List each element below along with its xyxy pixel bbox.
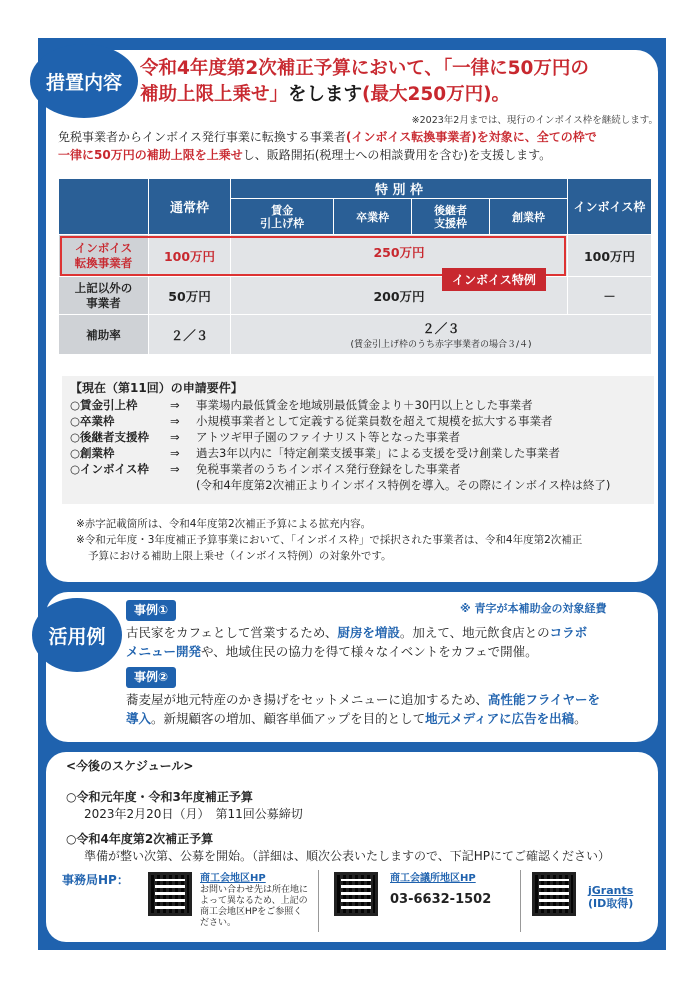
- header-wage: 賃金 引上げ枠: [231, 199, 334, 235]
- subsidy-table: [58, 178, 652, 355]
- req-row: ○賃金引上枠 ⇒ 事業場内最低賃金を地域別最低賃金より＋30円以上とした事業者: [70, 398, 533, 412]
- req-row: ○卒業枠 ⇒ 小規模事業者として定義する従業員数を超えて規模を拡大する事業者: [70, 414, 553, 428]
- qr-code-icon[interactable]: [148, 872, 192, 916]
- phone-number: 03-6632-1502: [390, 892, 492, 907]
- headline-line2c: (最大250万円)。: [362, 84, 511, 105]
- headline: [140, 56, 640, 108]
- row-other-special: 200万円: [231, 277, 568, 315]
- req-row: ○後継者支援枠 ⇒ アトツギ甲子園のファイナリスト等となった事業者: [70, 430, 461, 444]
- intro-text: 免税事業者からインボイス発行事業に転換する事業者(インボイス転換事業者)を対象に、全ての枠で 一律に50万円の補助上限を上乗せし、販路開拓(税理士への相談費用を含む)を支援します。: [58, 130, 597, 162]
- hp-shokokai: 商工会地区HP お問い合わせ先は所在地によって異なるため、上記の商工会地区HPをご参照ください。: [200, 873, 309, 928]
- row-invoice-inv: 100万円: [568, 235, 652, 277]
- qr-2[interactable]: [334, 872, 378, 932]
- header-sogyo: 創業枠: [490, 199, 568, 235]
- headline-line2b: をします: [288, 84, 363, 105]
- hp-jgrants: jGrants (ID取得): [588, 884, 648, 944]
- header-special: 特 別 枠: [231, 179, 568, 199]
- qr-1[interactable]: [148, 872, 192, 932]
- blue-note: ※ 青字が本補助金の対象経費: [460, 602, 607, 615]
- schedule: <今後のスケジュール> ○令和元年度・令和3年度補正予算 2023年2月20日（月） 第11回公募締切 ○令和4年度第2次補正予算 準備が整い次第、公募を開始。（詳細は、順次公表いたしますので、下記HPにてご確認ください）: [66, 758, 656, 865]
- footnotes: ※赤字記載箇所は、令和4年度第2次補正予算による拡充内容。 ※令和元年度・3年度補正予算事業において、「インボイス枠」で採択された事業者は、令和4年度第2次補正 予算における補助上限上乗せ（インボイス特例）の対象外です。: [76, 518, 583, 562]
- row-invoice-special: 250万円: [231, 235, 568, 277]
- case1-tag: 事例①: [126, 600, 176, 621]
- qr-3[interactable]: [532, 872, 576, 932]
- case1-text: 古民家をカフェとして営業するため、厨房を増設。加えて、地元飲食店とのコラボ メニュー開発や、地域住民の協力を得て様々なイベントをカフェで開催。: [126, 625, 588, 659]
- link-kaigisho[interactable]: 商工会議所地区HP: [390, 873, 476, 884]
- qr-code-icon[interactable]: [334, 872, 378, 916]
- header-sotsu: 卒業枠: [334, 199, 412, 235]
- header-normal: 通常枠: [149, 179, 231, 235]
- row-invoice-normal: 100万円: [149, 235, 231, 277]
- link-jgrants[interactable]: jGrants: [588, 884, 634, 897]
- row-other-normal: 50万円: [149, 277, 231, 315]
- row-other-inv: －: [568, 277, 652, 315]
- hp-label: 事務局HP：: [62, 873, 129, 887]
- divider: [318, 870, 319, 932]
- requirements-title: 【現在（第11回）の申請要件】: [70, 381, 243, 395]
- table-corner: [59, 179, 149, 235]
- cases: [126, 598, 646, 728]
- schedule-title: <今後のスケジュール>: [66, 759, 194, 773]
- tokurei-label: インボイス特例: [442, 268, 546, 291]
- headline-line2a: 補助上限上乗せ」: [140, 84, 289, 105]
- divider: [520, 870, 521, 932]
- case2-text: 蕎麦屋が地元特産のかき揚げをセットメニューに追加するため、高性能フライヤーを 導入。新規顧客の増加、顧客単価アップを目的として地元メディアに広告を出稿。: [126, 692, 601, 726]
- row-invoice-label: インボイス 転換事業者: [59, 235, 149, 277]
- hp-kaigisho: [390, 872, 510, 932]
- link-shokokai[interactable]: 商工会地区HP: [200, 873, 266, 884]
- qr-code-icon[interactable]: [532, 872, 576, 916]
- req-row: ○創業枠 ⇒ 過去3年以内に「特定創業支援事業」による支援を受け創業した事業者: [70, 446, 560, 460]
- row-rate-normal: ２／３: [149, 315, 231, 355]
- case2-tag: 事例②: [126, 667, 176, 688]
- requirements-box: [62, 376, 654, 504]
- row-rate-special: ２／３ (賃金引上げ枠のうち赤字事業者の場合３/４): [231, 315, 652, 355]
- req-row: ○インボイス枠 ⇒ 免税事業者のうちインボイス発行登録をした事業者: [70, 462, 461, 476]
- examples-badge: 活用例: [32, 598, 122, 672]
- headline-line1: 令和4年度第2次補正予算において、「一律に50万円の: [140, 58, 589, 79]
- note-top: ※2023年2月までは、現行のインボイス枠を継続します。: [411, 115, 658, 126]
- header-invoice: インボイス枠: [568, 179, 652, 235]
- header-successor: 後継者 支援枠: [412, 199, 490, 235]
- measures-badge: 措置内容: [30, 44, 138, 118]
- row-rate-label: 補助率: [59, 315, 149, 355]
- req-extra: (令和4年度第2次補正よりインボイス特例を導入。その際にインボイス枠は終了): [196, 478, 611, 492]
- row-other-label: 上記以外の 事業者: [59, 277, 149, 315]
